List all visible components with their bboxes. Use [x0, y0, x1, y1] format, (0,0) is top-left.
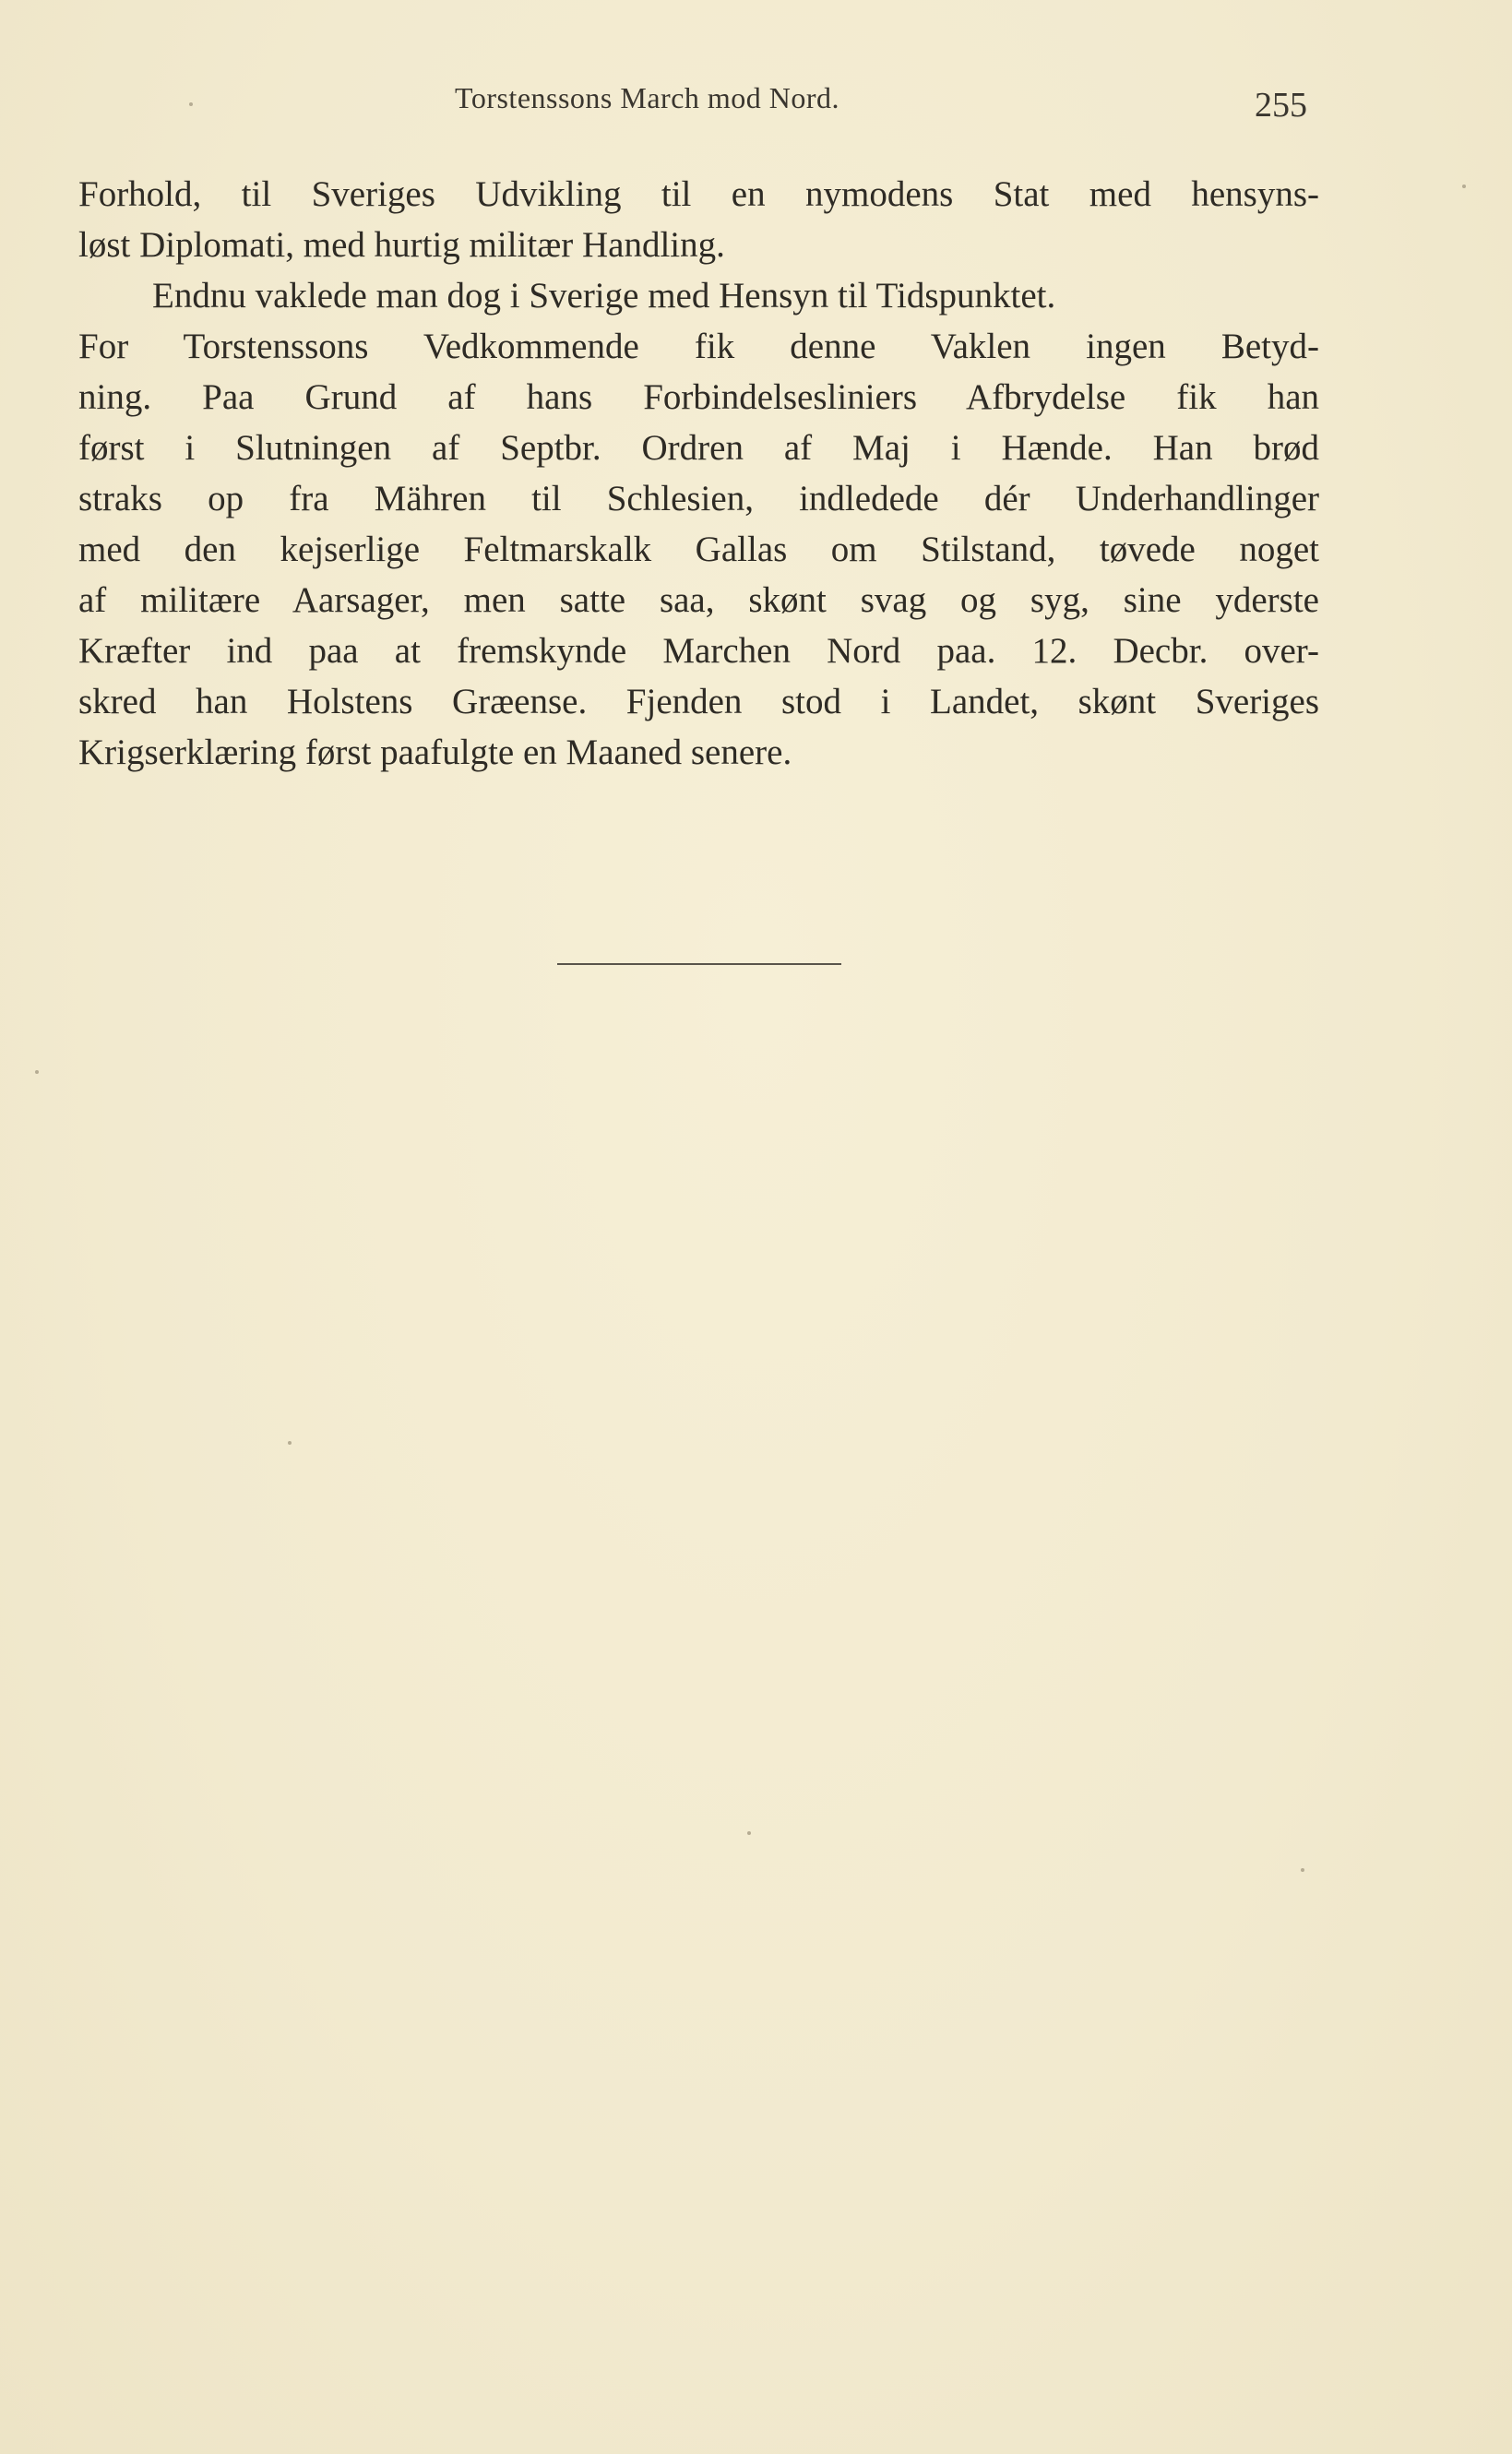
text-line: først i Slutningen af Septbr. Ordren af Maj i Hænde. Han brød [78, 428, 1319, 468]
section-divider-rule [557, 963, 841, 965]
text-line: Krigserklæring først paafulgte en Maaned senere. [78, 733, 792, 772]
page-number: 255 [1255, 86, 1307, 125]
text-line: af militære Aarsager, men satte saa, skønt svag og syg, sine yderste [78, 580, 1319, 620]
paper-speck [747, 1831, 751, 1835]
text-line: straks op fra Mähren til Schlesien, indledede dér Underhandlinger [78, 479, 1319, 518]
paper-speck [189, 102, 193, 106]
paper-speck [288, 1441, 292, 1445]
text-line: For Torstenssons Vedkommende fik denne Vaklen ingen Betyd- [78, 327, 1319, 366]
paper-speck [1462, 185, 1466, 188]
paper-speck [35, 1070, 39, 1074]
text-line: Forhold, til Sveriges Udvikling til en nymodens Stat med hensyns- [78, 174, 1319, 214]
running-title: Torstenssons March mod Nord. [455, 81, 840, 114]
text-line: med den kejserlige Feltmarskalk Gallas om Stilstand, tøvede noget [78, 530, 1319, 569]
text-line: Kræfter ind paa at fremskynde Marchen Nord paa. 12. Decbr. over- [78, 631, 1319, 671]
text-line: løst Diplomati, med hurtig militær Handling. [78, 225, 725, 265]
text-line: Endnu vaklede man dog i Sverige med Hensyn til Tidspunktet. [152, 276, 1056, 316]
body-paragraphs [78, 169, 1319, 778]
paper-speck [1301, 1868, 1304, 1872]
running-head [0, 81, 1512, 127]
text-line: ning. Paa Grund af hans Forbindelsesliniers Afbrydelse fik han [78, 377, 1319, 417]
text-line: skred han Holstens Græense. Fjenden stod i Landet, skønt Sveriges [78, 682, 1319, 721]
